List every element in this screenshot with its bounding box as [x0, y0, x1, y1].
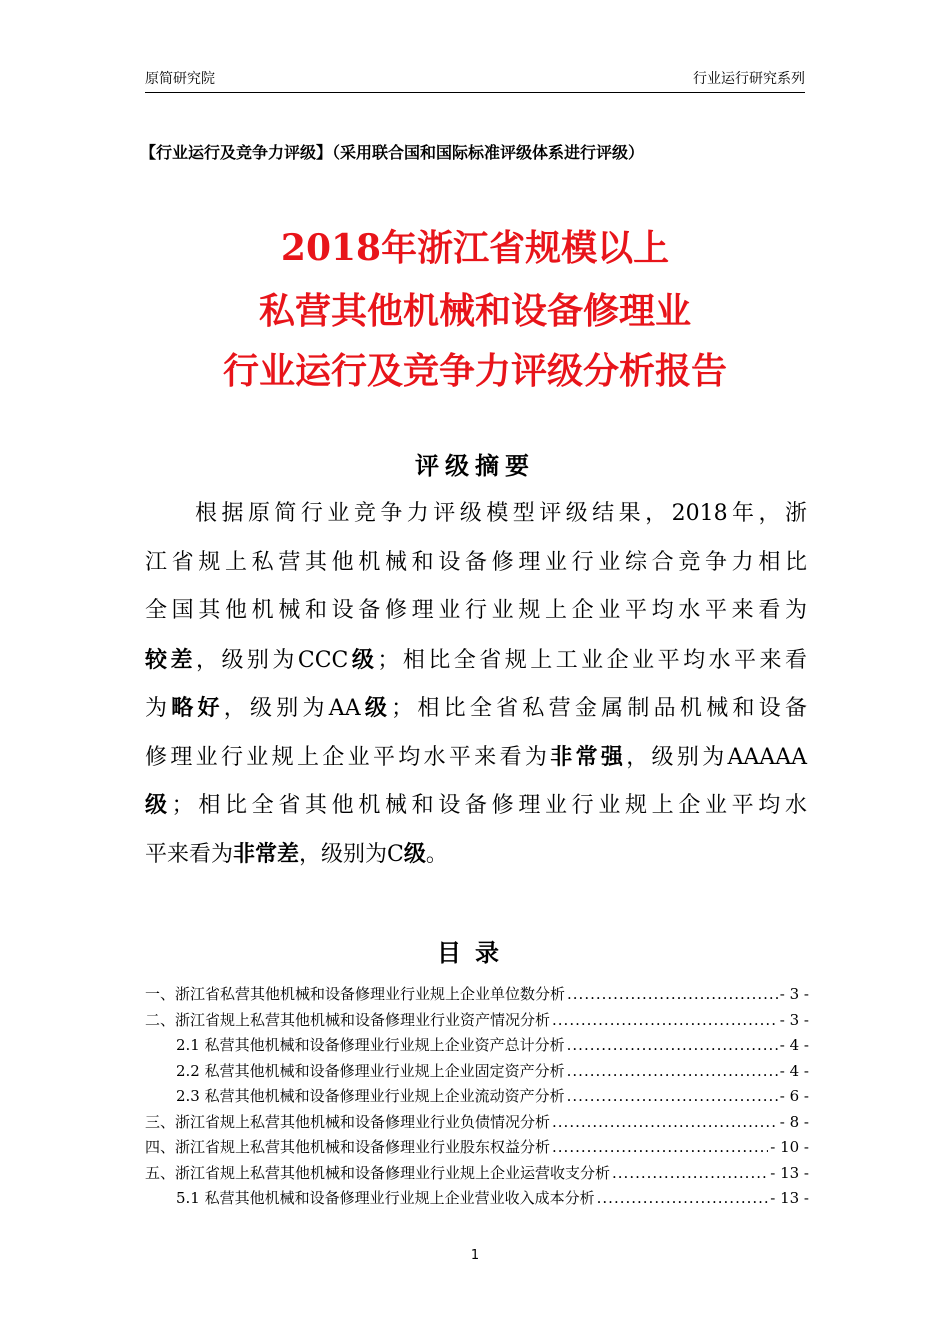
toc-entry[interactable]	[145, 1034, 809, 1060]
toc-entry-title: 2.2 私营其他机械和设备修理业行业规上企业固定资产分析	[176, 1061, 565, 1080]
summary-heading: 评级摘要	[415, 451, 535, 480]
summary-line: 平来看为非常差，级别为C级。	[145, 840, 448, 867]
rating-level-national: 较差	[145, 646, 196, 673]
summary-line: 级；相比全省其他机械和设备修理业行业规上企业平均水	[145, 792, 807, 818]
rating-level-metal-products: 非常强	[550, 743, 627, 770]
toc-entry-page: - 3 -	[779, 1010, 809, 1029]
toc-entry-title: 四、浙江省规上私营其他机械和设备修理业行业股东权益分析	[145, 1138, 551, 1156]
header-series-name: 行业运行研究系列	[693, 71, 805, 87]
toc-entry-page: - 3 -	[779, 985, 809, 1003]
report-title-line-1: 2018年浙江省规模以上	[280, 227, 670, 269]
toc-entry-title: 五、浙江省规上私营其他机械和设备修理业行业规上企业运营收支分析	[145, 1163, 611, 1182]
toc-entry[interactable]	[145, 1009, 809, 1035]
toc-entry[interactable]	[145, 1187, 809, 1213]
toc-entry-title: 三、浙江省规上私营其他机械和设备修理业行业负债情况分析	[145, 1112, 551, 1131]
report-subtitle: 【行业运行及竞争力评级】（采用联合国和国际标准评级体系进行评级）	[140, 143, 645, 162]
toc-entry-title: 二、浙江省规上私营其他机械和设备修理业行业资产情况分析	[145, 1010, 551, 1029]
rating-level-province-same-industry: 非常差	[233, 840, 300, 867]
page-header	[145, 66, 805, 93]
toc-entry-page: - 6 -	[779, 1087, 809, 1105]
summary-line: 修理业行业规上企业平均水平来看为非常强，级别为AAAAA	[145, 743, 807, 770]
summary-line: 较差，级别为CCC级；相比全省规上工业企业平均水平来看	[145, 646, 807, 673]
toc-entry-page: - 4 -	[779, 1036, 809, 1054]
summary-line: 为略好，级别为AA级；相比全省私营金属制品机械和设备	[145, 695, 807, 721]
rating-level-province-industry: 略好	[171, 695, 224, 721]
toc-entry-title: 2.1 私营其他机械和设备修理业行业规上企业资产总计分析	[176, 1036, 565, 1054]
toc-entry-page: - 10 -	[770, 1138, 809, 1156]
toc-entry[interactable]	[145, 1060, 809, 1086]
toc-entry[interactable]	[145, 1085, 809, 1111]
summary-line: 江省规上私营其他机械和设备修理业行业综合竞争力相比	[145, 549, 807, 575]
toc-entry[interactable]	[145, 1111, 809, 1137]
summary-line: 全国其他机械和设备修理业行业规上企业平均水平来看为	[145, 598, 807, 623]
toc-entry-page: - 8 -	[779, 1112, 809, 1131]
toc-entry-title: 一、浙江省私营其他机械和设备修理业行业规上企业单位数分析	[145, 985, 566, 1003]
toc-entry-page: - 13 -	[770, 1163, 809, 1182]
report-title-line-3: 行业运行及竞争力评级分析报告	[222, 350, 727, 392]
table-of-contents	[145, 983, 809, 1213]
page-number: 1	[470, 1248, 480, 1263]
report-title-line-2: 私营其他机械和设备修理业	[258, 290, 691, 332]
toc-entry-page: - 13 -	[770, 1189, 809, 1207]
toc-entry[interactable]	[145, 1162, 809, 1188]
toc-entry-title: 5.1 私营其他机械和设备修理业行业规上企业营业收入成本分析	[176, 1189, 595, 1207]
summary-line: 根据原简行业竞争力评级模型评级结果，2018年，浙	[195, 501, 807, 526]
toc-entry[interactable]	[145, 983, 809, 1009]
toc-entry-title: 2.3 私营其他机械和设备修理业行业规上企业流动资产分析	[176, 1087, 565, 1105]
toc-entry-page: - 4 -	[779, 1061, 809, 1080]
toc-entry[interactable]	[145, 1136, 809, 1162]
header-org-name: 原简研究院	[145, 71, 215, 87]
summary-paragraph	[145, 490, 807, 878]
toc-heading: 目录	[437, 938, 513, 967]
